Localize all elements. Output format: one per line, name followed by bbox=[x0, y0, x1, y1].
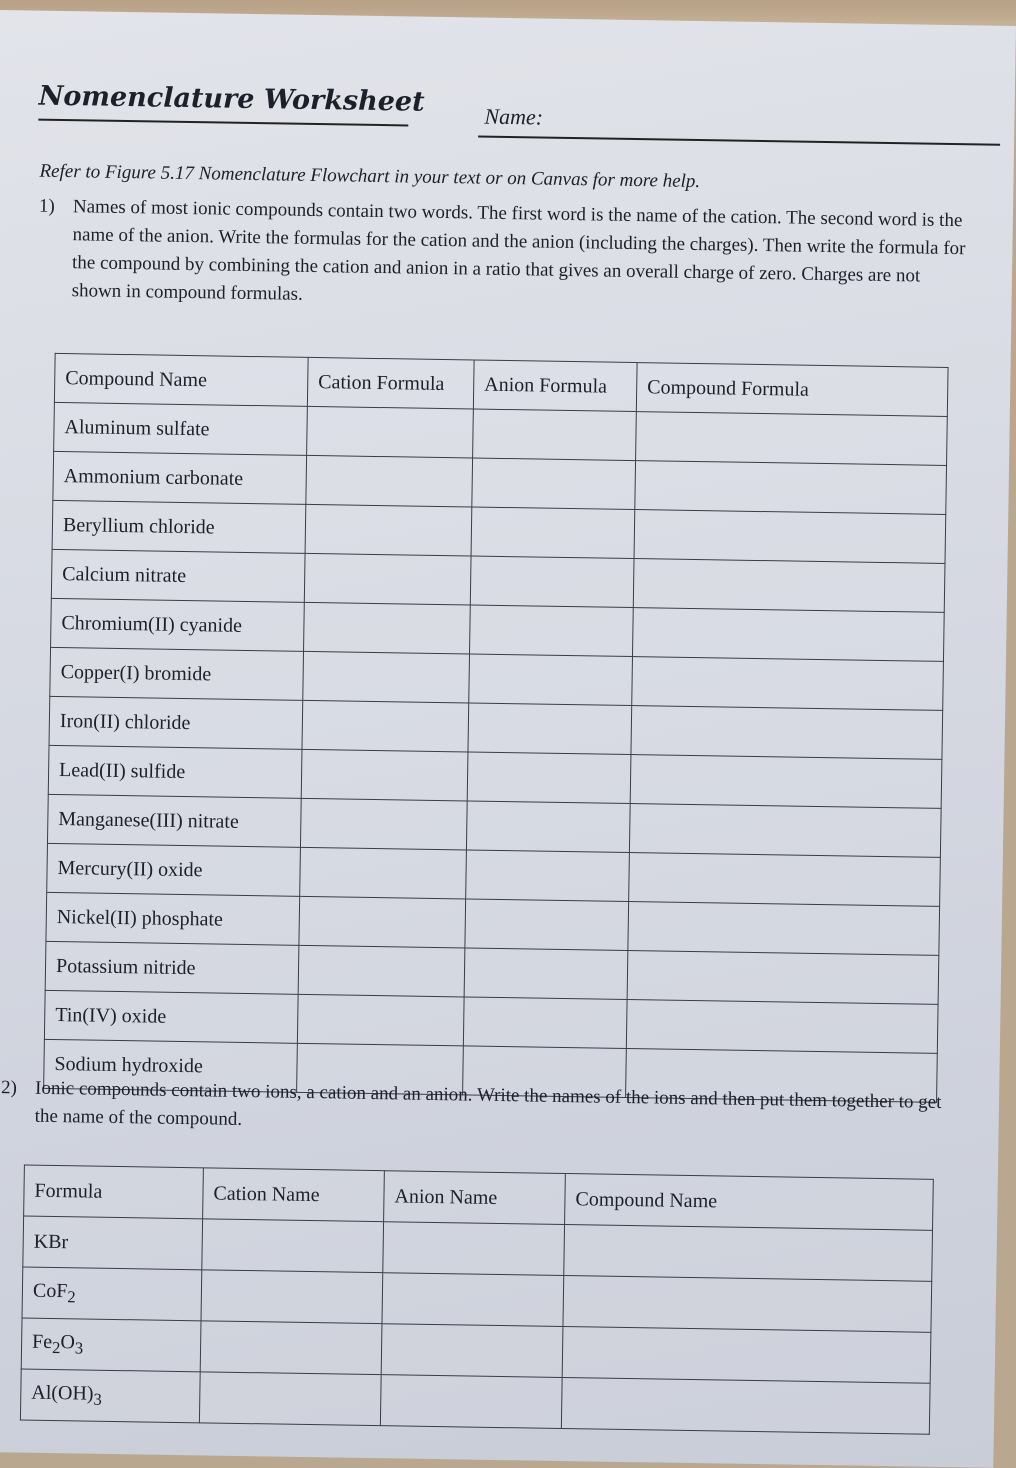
column-header: Cation Name bbox=[203, 1168, 385, 1222]
compound-name-cell: Sodium hydroxide bbox=[44, 1039, 298, 1092]
formula-text: O bbox=[60, 1330, 76, 1353]
question-1-text: Names of most ionic compounds contain two words. The first word is the name of the cation. The second word is the name of the anion. Write the formulas for the cation and the anion (including the charges). Then write the formula for the compound by combining the cation and anion in a ratio that gives an overall charge of zero. Charges are not shown in compound formulas. bbox=[71, 196, 966, 305]
compound-formula-cell[interactable] bbox=[627, 950, 939, 1004]
cation-formula-cell[interactable] bbox=[305, 504, 472, 556]
name-label: Name: bbox=[484, 103, 544, 130]
cation-name-cell[interactable] bbox=[199, 1372, 381, 1426]
anion-formula-cell[interactable] bbox=[470, 556, 634, 608]
anion-formula-cell[interactable] bbox=[471, 507, 635, 559]
formula-text: Al(OH) bbox=[31, 1381, 94, 1405]
formula-subscript: 2 bbox=[51, 1337, 61, 1357]
ionic-formula-table bbox=[43, 353, 948, 1103]
column-header: Formula bbox=[24, 1165, 204, 1219]
compound-name-cell: Aluminum sulfate bbox=[54, 402, 308, 455]
compound-formula-cell[interactable] bbox=[628, 902, 940, 956]
anion-formula-cell[interactable] bbox=[469, 654, 633, 706]
cation-formula-cell[interactable] bbox=[307, 406, 474, 458]
compound-name-cell: Ammonium carbonate bbox=[53, 451, 307, 504]
compound-formula-cell[interactable] bbox=[629, 853, 941, 907]
question-1-number: 1) bbox=[38, 195, 55, 217]
question-2-number: 2) bbox=[0, 1077, 18, 1099]
compound-name-cell: Chromium(II) cyanide bbox=[51, 598, 305, 651]
compound-name-cell[interactable] bbox=[562, 1327, 931, 1384]
anion-formula-cell[interactable] bbox=[470, 605, 634, 657]
formula-cell bbox=[23, 1216, 203, 1270]
compound-name-cell[interactable] bbox=[563, 1276, 932, 1333]
title-underline bbox=[38, 119, 408, 127]
anion-formula-cell[interactable] bbox=[464, 948, 628, 1000]
compound-name-cell: Calcium nitrate bbox=[51, 549, 305, 602]
formula-text: Fe bbox=[31, 1330, 53, 1353]
compound-name-cell[interactable] bbox=[564, 1225, 933, 1282]
anion-formula-cell[interactable] bbox=[472, 458, 636, 510]
ionic-name-table bbox=[20, 1165, 934, 1435]
column-header: Compound Name bbox=[565, 1174, 934, 1231]
anion-formula-cell[interactable] bbox=[467, 752, 631, 804]
compound-name-cell[interactable] bbox=[561, 1378, 930, 1435]
compound-formula-cell[interactable] bbox=[633, 559, 945, 613]
cation-formula-cell[interactable] bbox=[300, 847, 467, 899]
anion-formula-cell[interactable] bbox=[473, 409, 637, 461]
compound-name-cell: Nickel(II) phosphate bbox=[46, 892, 300, 945]
column-header: Anion Name bbox=[384, 1171, 566, 1225]
compound-name-cell: Manganese(III) nitrate bbox=[47, 794, 301, 847]
compound-name-cell: Potassium nitride bbox=[45, 941, 299, 994]
compound-name-cell: Tin(IV) oxide bbox=[44, 990, 298, 1043]
formula-cell bbox=[20, 1369, 200, 1423]
worksheet-header bbox=[38, 73, 1001, 158]
cation-formula-cell[interactable] bbox=[304, 602, 471, 654]
compound-name-cell: Mercury(II) oxide bbox=[47, 843, 301, 896]
formula-cell bbox=[22, 1267, 202, 1321]
compound-formula-cell[interactable] bbox=[629, 804, 941, 858]
cation-formula-cell[interactable] bbox=[301, 749, 468, 801]
cation-formula-cell[interactable] bbox=[300, 798, 467, 850]
compound-formula-cell[interactable] bbox=[632, 657, 944, 711]
compound-formula-cell[interactable] bbox=[626, 999, 938, 1053]
column-header: Compound Formula bbox=[636, 363, 948, 417]
cation-formula-cell[interactable] bbox=[304, 553, 471, 605]
cation-formula-cell[interactable] bbox=[297, 994, 464, 1046]
reference-note: Refer to Figure 5.17 Nomenclature Flowchart in your text or on Canvas for more help. bbox=[39, 160, 701, 193]
compound-name-cell: Copper(I) bromide bbox=[50, 647, 304, 700]
formula-subscript: 3 bbox=[93, 1389, 102, 1409]
compound-formula-cell[interactable] bbox=[635, 461, 947, 515]
compound-name-cell: Lead(II) sulfide bbox=[48, 745, 302, 798]
cation-name-cell[interactable] bbox=[202, 1219, 384, 1273]
compound-formula-cell[interactable] bbox=[631, 706, 943, 760]
question-1 bbox=[37, 193, 969, 320]
column-header: Cation Formula bbox=[307, 357, 474, 409]
compound-name-cell: Beryllium chloride bbox=[52, 500, 306, 553]
cation-formula-cell[interactable] bbox=[302, 700, 469, 752]
compound-formula-cell[interactable] bbox=[632, 608, 944, 662]
anion-formula-cell[interactable] bbox=[468, 703, 632, 755]
anion-formula-cell[interactable] bbox=[463, 997, 627, 1049]
column-header: Compound Name bbox=[54, 353, 308, 406]
cation-formula-cell[interactable] bbox=[298, 945, 465, 997]
anion-formula-cell[interactable] bbox=[466, 850, 630, 902]
compound-formula-cell[interactable] bbox=[636, 412, 948, 466]
cation-formula-cell[interactable] bbox=[306, 455, 473, 507]
worksheet-paper bbox=[0, 10, 1016, 1468]
formula-text: CoF bbox=[32, 1279, 68, 1302]
formula-subscript: 3 bbox=[74, 1337, 84, 1357]
anion-formula-cell[interactable] bbox=[465, 899, 629, 951]
name-field-line[interactable] bbox=[478, 136, 1000, 146]
cation-name-cell[interactable] bbox=[200, 1321, 382, 1375]
anion-name-cell[interactable] bbox=[383, 1222, 565, 1276]
anion-name-cell[interactable] bbox=[381, 1324, 563, 1378]
anion-name-cell[interactable] bbox=[382, 1273, 564, 1327]
anion-formula-cell[interactable] bbox=[466, 801, 630, 853]
column-header: Anion Formula bbox=[473, 360, 637, 412]
formula-subscript: 2 bbox=[67, 1286, 76, 1306]
anion-name-cell[interactable] bbox=[380, 1375, 562, 1429]
cation-name-cell[interactable] bbox=[201, 1270, 383, 1324]
question-2-text: Ionic compounds contain two ions, a cation and an anion. Write the names of the ions and then put them together to get the name of the compound. bbox=[34, 1077, 942, 1130]
compound-formula-cell[interactable] bbox=[630, 755, 942, 809]
cation-formula-cell[interactable] bbox=[303, 651, 470, 703]
worksheet-title: Nomenclature Worksheet bbox=[38, 80, 425, 118]
formula-text: KBr bbox=[33, 1230, 69, 1253]
cation-formula-cell[interactable] bbox=[299, 896, 466, 948]
formula-cell bbox=[21, 1318, 201, 1372]
compound-formula-cell[interactable] bbox=[634, 510, 946, 564]
compound-name-cell: Iron(II) chloride bbox=[49, 696, 303, 749]
